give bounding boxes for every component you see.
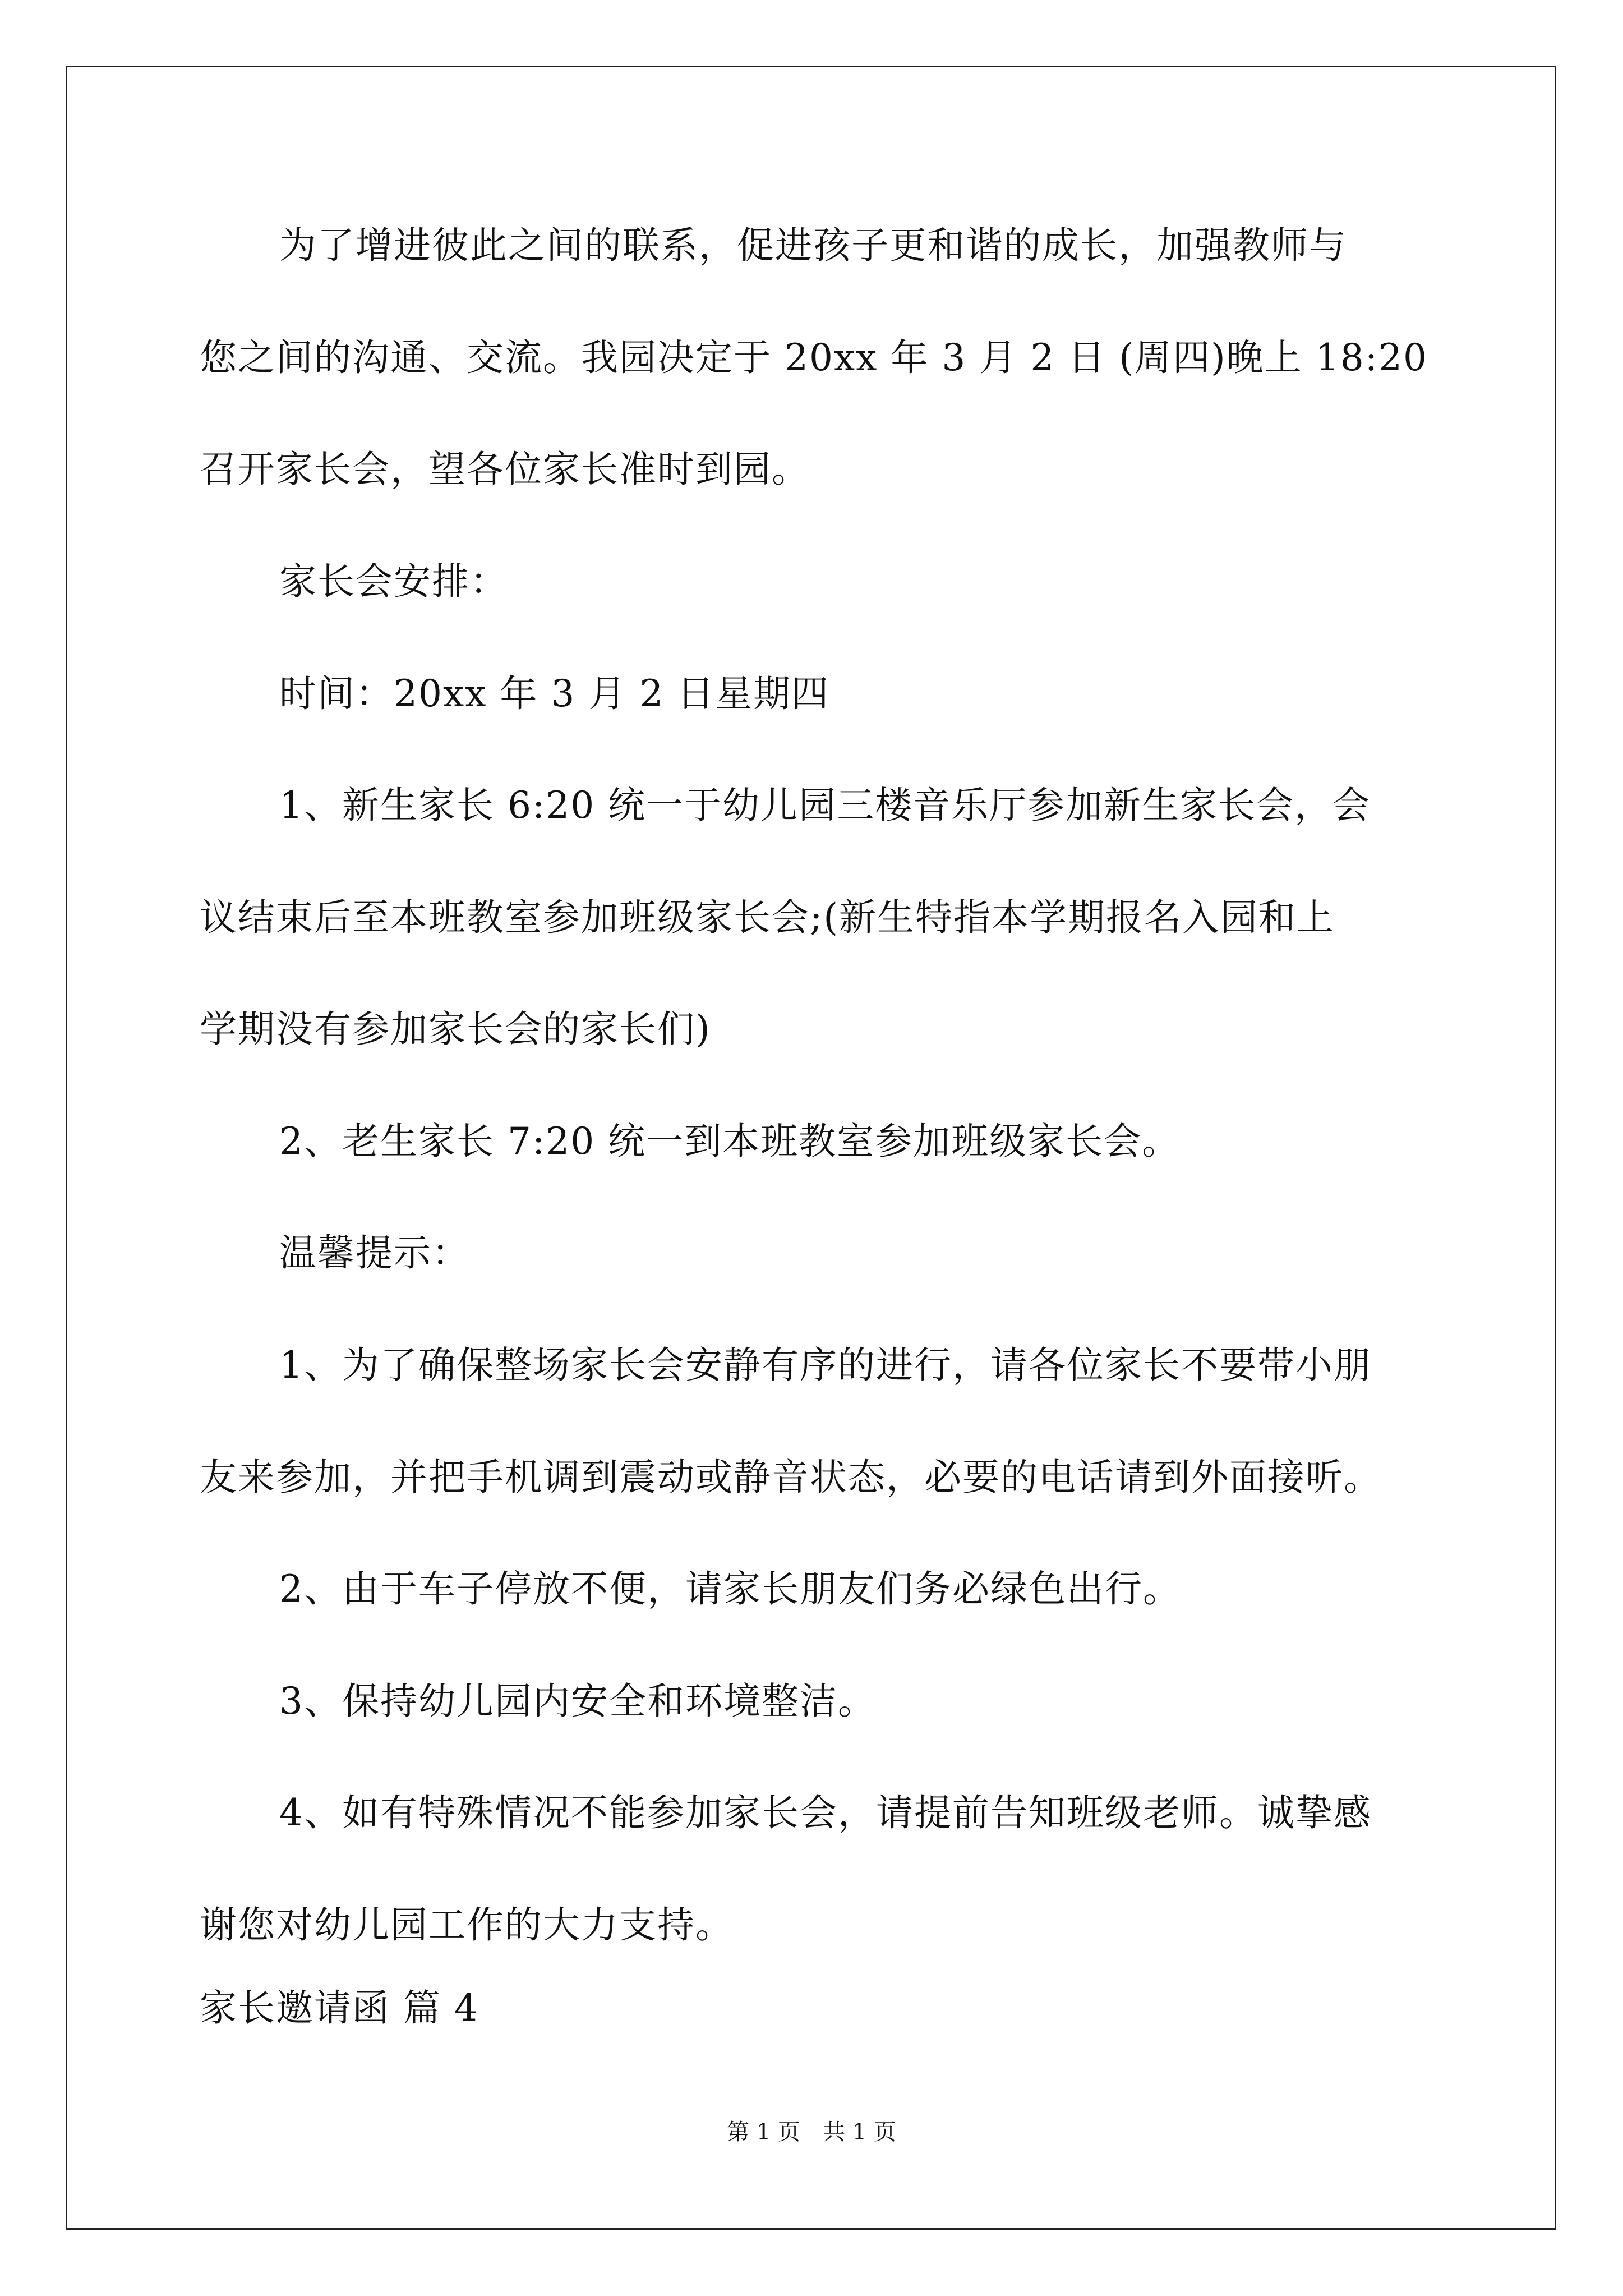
paragraph-5-line-1: 2、老生家长 7:20 统一到本班教室参加班级家长会。 [279,1120,1181,1163]
paragraph-1-line-1: 为了增进彼此之间的联系，促进孩子更和谐的成长，加强教师与 [279,224,1347,267]
paragraph-10-line-1: 4、如有特殊情况不能参加家长会，请提前告知班级老师。诚挚感 [279,1791,1372,1834]
paragraph-4-line-3: 学期没有参加家长会的家长们) [200,1007,711,1051]
paragraph-10-line-2: 谢您对幼儿园工作的大力支持。 [200,1903,734,1947]
paragraph-7-line-2: 友来参加，并把手机调到震动或静音状态，必要的电话请到外面接听。 [200,1456,1382,1499]
paragraph-7-line-1: 1、为了确保整场家长会安静有序的进行，请各位家长不要带小朋 [279,1343,1372,1387]
paragraph-4-line-1: 1、新生家长 6:20 统一于幼儿园三楼音乐厅参加新生家长会，会 [279,784,1371,827]
paragraph-2-line-1: 家长会安排： [279,560,508,603]
paragraph-9-line-1: 3、保持幼儿园内安全和环境整洁。 [279,1680,876,1723]
page-footer: 第 1 页 共 1 页 [727,2119,896,2145]
paragraph-6-line-1: 温馨提示： [279,1231,470,1274]
paragraph-1-line-2: 您之间的沟通、交流。我园决定于 20xx 年 3 月 2 日 (周四)晚上 18:20 [200,336,1428,379]
section-title: 家长邀请函 篇 4 [200,1986,479,2030]
paragraph-4-line-2: 议结束后至本班教室参加班级家长会;(新生特指本学期报名入园和上 [200,896,1335,939]
paragraph-8-line-1: 2、由于车子停放不便，请家长朋友们务必绿色出行。 [279,1567,1181,1611]
paragraph-3-line-1: 时间：20xx 年 3 月 2 日星期四 [279,672,830,715]
paragraph-1-line-3: 召开家长会，望各位家长准时到园。 [200,448,810,491]
